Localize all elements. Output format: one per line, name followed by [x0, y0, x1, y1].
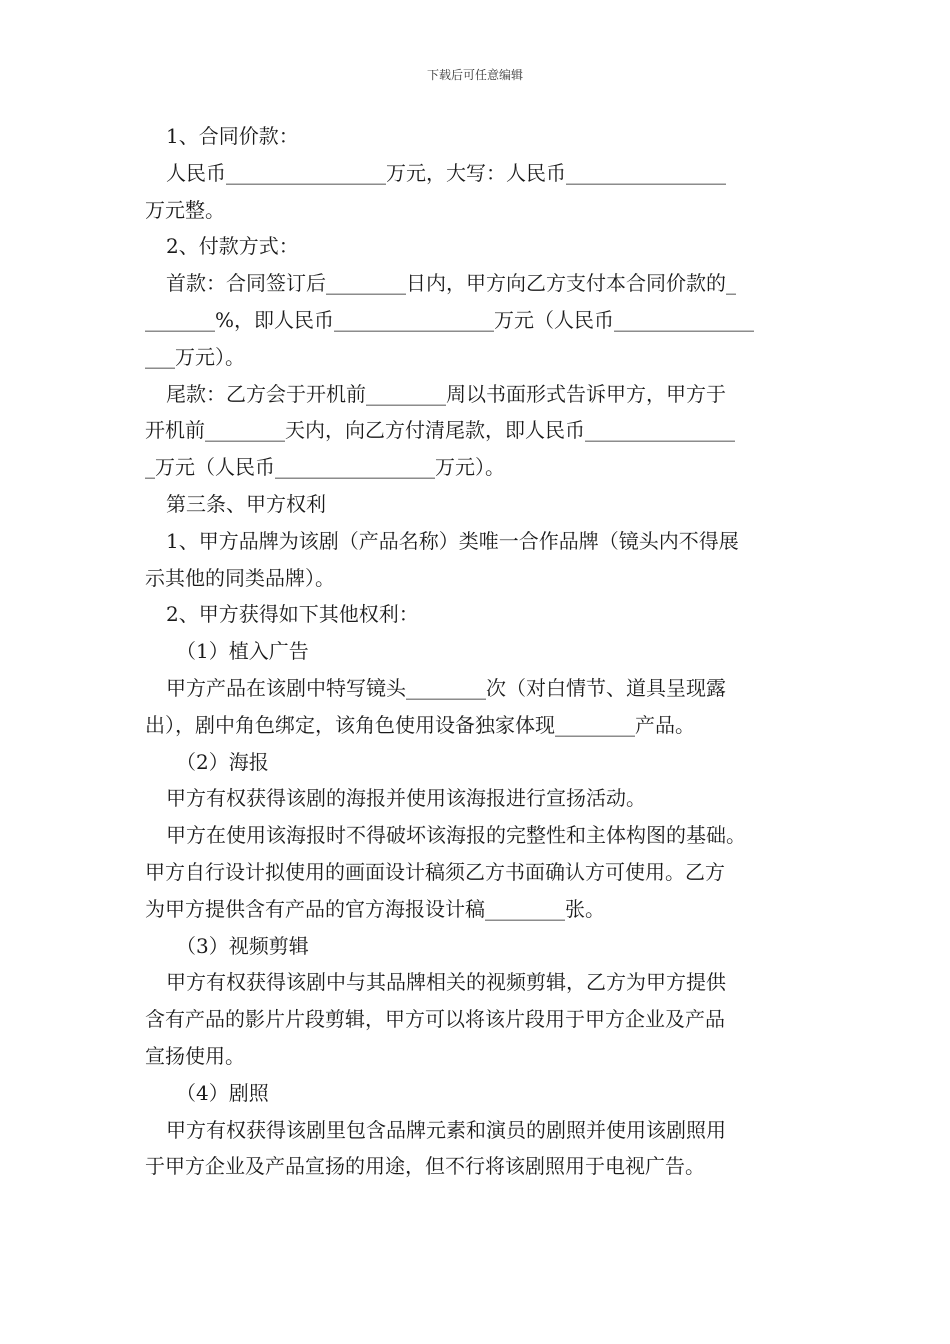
text-line: 首款：合同签订后________日内，甲方向乙方支付本合同价款的_	[166, 271, 736, 296]
text-line: 甲方有权获得该剧里包含品牌元素和演员的剧照并使用该剧照用	[166, 1117, 726, 1142]
stills-heading	[145, 1075, 810, 1112]
clause-contract-price	[145, 118, 810, 155]
product-placement-heading	[145, 633, 810, 670]
text-line: 甲方产品在该剧中特写镜头________次（对白情节、道具呈现露	[166, 675, 726, 700]
text-line: （1）植入广告	[176, 639, 309, 664]
text-line: 甲方有权获得该剧中与其品牌相关的视频剪辑，乙方为甲方提供	[166, 970, 726, 995]
text-line: _______%，即人民币________________万元（人民币______________	[145, 307, 755, 332]
text-line: （4）剧照	[176, 1080, 269, 1105]
video-edit-heading	[145, 928, 810, 965]
contract-price-amount	[145, 155, 810, 229]
text-line: 甲方自行设计拟使用的画面设计稿须乙方书面确认方可使用。乙方	[145, 859, 725, 884]
final-payment	[145, 376, 810, 486]
document-body	[145, 118, 810, 1185]
text-line: 1、合同价款：	[166, 124, 299, 148]
exclusive-brand-clause	[145, 523, 810, 597]
text-line: 2、甲方获得如下其他权利：	[166, 602, 419, 627]
header-note: 下载后可任意编辑	[426, 68, 523, 82]
text-line: 第三条、甲方权利	[166, 491, 326, 516]
text-line: 2、付款方式：	[166, 234, 299, 259]
text-line: 宣扬使用。	[145, 1043, 245, 1068]
text-line: 含有产品的影片片段剪辑，甲方可以将该片段用于甲方企业及产品	[145, 1007, 725, 1032]
text-line: 于甲方企业及产品宣扬的用途，但不行将该剧照用于电视广告。	[145, 1154, 705, 1179]
text-line: ___万元）。	[145, 344, 245, 369]
clause-payment-method	[145, 228, 810, 265]
poster-usage-text	[145, 817, 810, 927]
poster-heading	[145, 744, 810, 781]
other-rights-clause	[145, 596, 810, 633]
text-line: 1、甲方品牌为该剧（产品名称）类唯一合作品牌（镜头内不得展	[166, 528, 739, 553]
text-line: _万元（人民币________________万元）。	[145, 455, 505, 480]
text-line: （2）海报	[176, 749, 269, 774]
text-line: 开机前________天内，向乙方付清尾款，即人民币_______________	[145, 418, 735, 443]
text-line: （3）视频剪辑	[176, 933, 309, 958]
text-line: 人民币________________万元，大写：人民币________________	[166, 160, 726, 185]
text-line: 万元整。	[145, 197, 225, 222]
stills-text	[145, 1112, 810, 1186]
product-placement-text	[145, 670, 810, 744]
video-edit-text	[145, 964, 810, 1074]
text-line: 出），剧中角色绑定，该角色使用设备独家体现________产品。	[145, 712, 695, 737]
text-line: 为甲方提供含有产品的官方海报设计稿________张。	[145, 896, 605, 921]
article-3-heading	[145, 486, 810, 523]
first-payment	[145, 265, 810, 375]
poster-rights-text	[145, 780, 810, 817]
text-line: 甲方在使用该海报时不得破坏该海报的完整性和主体构图的基础。	[166, 823, 746, 848]
text-line: 示其他的同类品牌）。	[145, 565, 335, 590]
text-line: 甲方有权获得该剧的海报并使用该海报进行宣扬活动。	[166, 786, 646, 811]
text-line: 尾款：乙方会于开机前________周以书面形式告诉甲方，甲方于	[166, 381, 726, 406]
